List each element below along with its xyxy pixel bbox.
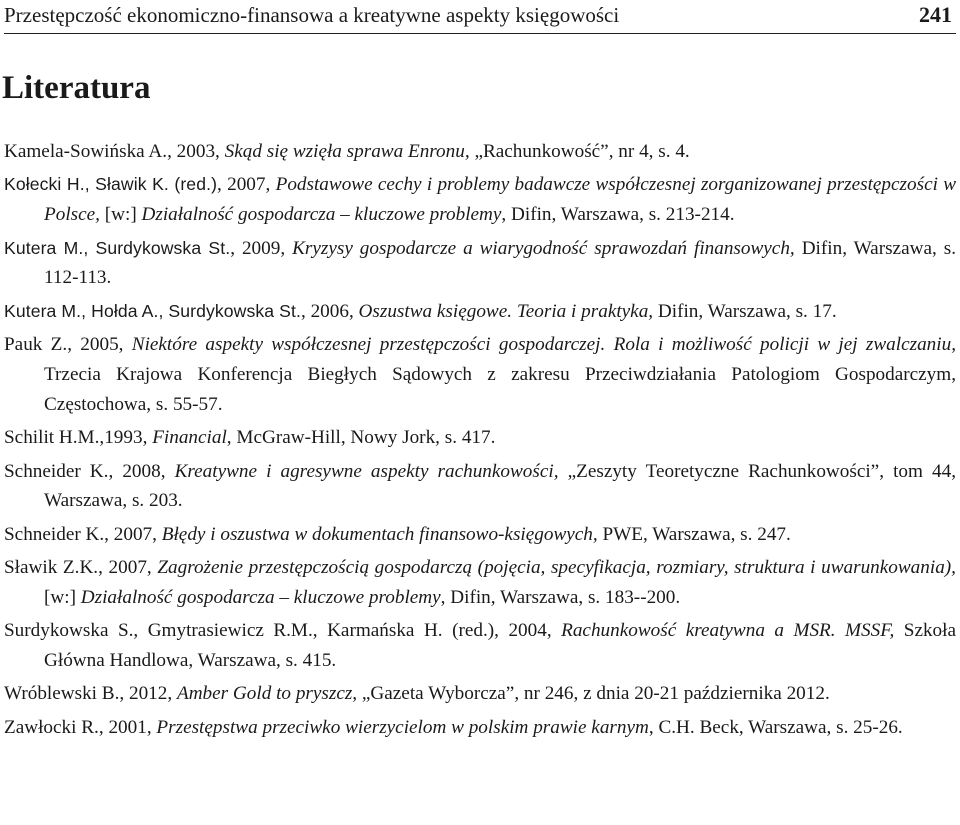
reference-item: Schneider K., 2008, Kreatywne i agresywne aspekty rachunkowości, „Zeszyty Teoretyczne Rachunkowości”, tom 44, Warszawa, s. 203.: [4, 460, 956, 512]
page-number: 241: [919, 2, 952, 27]
reference-item: Schneider K., 2007, Błędy i oszustwa w dokumentach finansowo-księgowych, PWE, Warszawa, s. 247.: [4, 523, 791, 545]
reference-item: Kutera M., Surdykowska St., 2009, Kryzysy gospodarcze a wiarygodność sprawozdań finansowych, Difin, Warszawa, s. 112-113.: [4, 237, 956, 289]
running-header: [4, 0, 956, 34]
reference-list: [4, 137, 956, 746]
reference-item: Kołecki H., Sławik K. (red.), 2007, Podstawowe cechy i problemy badawcze współczesnej zorganizowanej przestępczości w Polsce, [w:] Działalność gospodarcza – kluczowe problemy, Difin, Warszawa, s. 213-214.: [4, 174, 957, 226]
reference-item: Schilit H.M.,1993, Financial, McGraw-Hill, Nowy Jork, s. 417.: [4, 427, 496, 449]
reference-item: Kutera M., Hołda A., Surdykowska St., 2006, Oszustwa księgowe. Teoria i praktyka, Difin, Warszawa, s. 17.: [4, 300, 837, 322]
reference-item: Wróblewski B., 2012, Amber Gold to pryszcz, „Gazeta Wyborcza”, nr 246, z dnia 20-21 października 2012.: [4, 683, 830, 705]
reference-item: Zawłocki R., 2001, Przestępstwa przeciwko wierzycielom w polskim prawie karnym, C.H. Beck, Warszawa, s. 25-26.: [4, 716, 903, 738]
reference-item: Surdykowska S., Gmytrasiewicz R.M., Karmańska H. (red.), 2004, Rachunkowość kreatywna a MSR. MSSF, Szkoła Główna Handlowa, Warszawa, s. 415.: [4, 620, 956, 672]
running-title: Przestępczość ekonomiczno-finansowa a kreatywne aspekty księgowości: [4, 3, 620, 27]
section-title: Literatura: [2, 70, 151, 106]
reference-item: Pauk Z., 2005, Niektóre aspekty współczesnej przestępczości gospodarczej. Rola i możliwość policji w jej zwalczaniu, Trzecia Krajowa Konferencja Biegłych Sądowych z zakresu Przeciwdziałania Patologiom Gospodarczym, Częstochowa, s. 55-57.: [4, 334, 956, 415]
reference-item: Sławik Z.K., 2007, Zagrożenie przestępczością gospodarczą (pojęcia, specyfikacja, rozmiary, struktura i uwarunkowania), [w:] Działalność gospodarcza – kluczowe problemy, Difin, Warszawa, s. 183--200.: [4, 557, 956, 608]
reference-item: Kamela-Sowińska A., 2003, Skąd się wzięła sprawa Enronu, „Rachunkowość”, nr 4, s. 4.: [4, 141, 690, 162]
